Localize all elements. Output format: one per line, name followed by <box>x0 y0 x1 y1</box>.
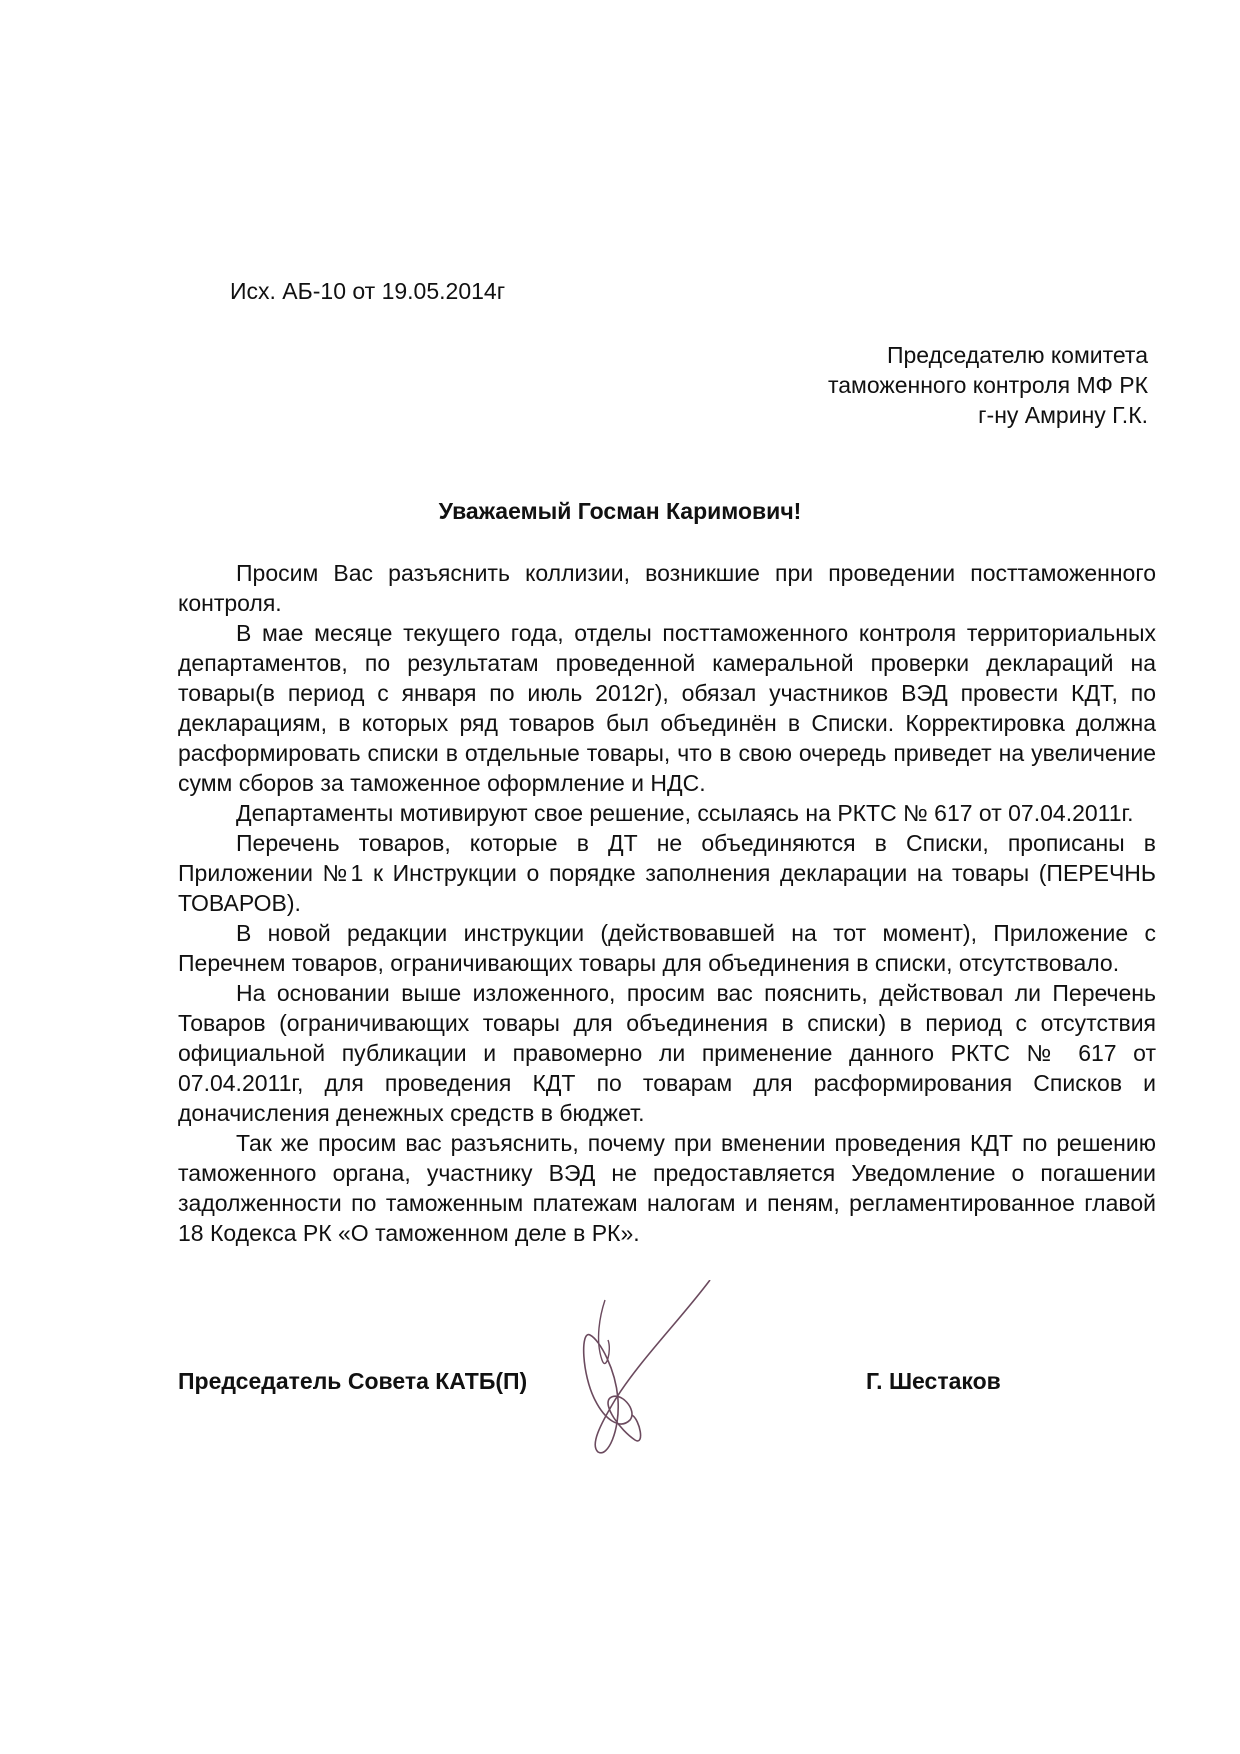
signatory-title: Председатель Совета КАТБ(П) <box>178 1368 528 1394</box>
body-paragraph: Просим Вас разъяснить коллизии, возникшие при проведении посттаможенного контроля. <box>178 560 1156 616</box>
signatory-name: Г. Шестаков <box>866 1368 1001 1394</box>
outgoing-reference: Исх. АБ-10 от 19.05.2014г <box>230 278 506 304</box>
body-paragraph: В мае месяце текущего года, отделы посттаможенного контроля территориальных департаментов, по результатам проведенной камеральной проверки деклараций на товары(в период с января по июль 2012г), обязал участников ВЭД провести КДТ, по декларациям, в которых ряд товаров был объединён в Списки. Корректировка должна расформировать списки в отдельные товары, что в свою очередь приведет на увеличение сумм сборов за таможенное оформление и НДС. <box>178 620 1156 796</box>
letter-body <box>178 558 1156 1248</box>
addressee-block <box>828 340 1148 430</box>
addressee-line: г-ну Амрину Г.К. <box>978 402 1148 428</box>
body-paragraph: Перечень товаров, которые в ДТ не объединяются в Списки, прописаны в Приложении №1 к Инструкции о порядке заполнения декларации на товары (ПЕРЕЧНЬ ТОВАРОВ). <box>178 830 1156 916</box>
body-paragraph: На основании выше изложенного, просим вас пояснить, действовал ли Перечень Товаров (ограничивающих товары для объединения в списки) в период с отсутствия официальной публикации и правомерно ли применение данного РКТС № 617 от 07.04.2011г, для проведения КДТ по товарам для расформирования Списков и доначисления денежных средств в бюджет. <box>178 980 1156 1126</box>
addressee-line: таможенного контроля МФ РК <box>827 372 1148 398</box>
addressee-line: Председателю комитета <box>886 342 1148 368</box>
body-paragraph: В новой редакции инструкции (действовавшей на тот момент), Приложение с Перечнем товаров, ограничивающих товары для объединения в списки, отсутствовало. <box>178 920 1156 976</box>
body-paragraph: Так же просим вас разъяснить, почему при вменении проведения КДТ по решению таможенного органа, участнику ВЭД не предоставляется Уведомление о погашении задолженности по таможенным платежам налогам и пеням, регламентированное главой 18 Кодекса РК «О таможенном деле в РК». <box>178 1130 1156 1246</box>
handwritten-signature <box>560 1280 750 1460</box>
salutation: Уважаемый Госман Каримович! <box>438 498 802 524</box>
body-paragraph: Департаменты мотивируют свое решение, ссылаясь на РКТС № 617 от 07.04.2011г. <box>236 800 1134 826</box>
